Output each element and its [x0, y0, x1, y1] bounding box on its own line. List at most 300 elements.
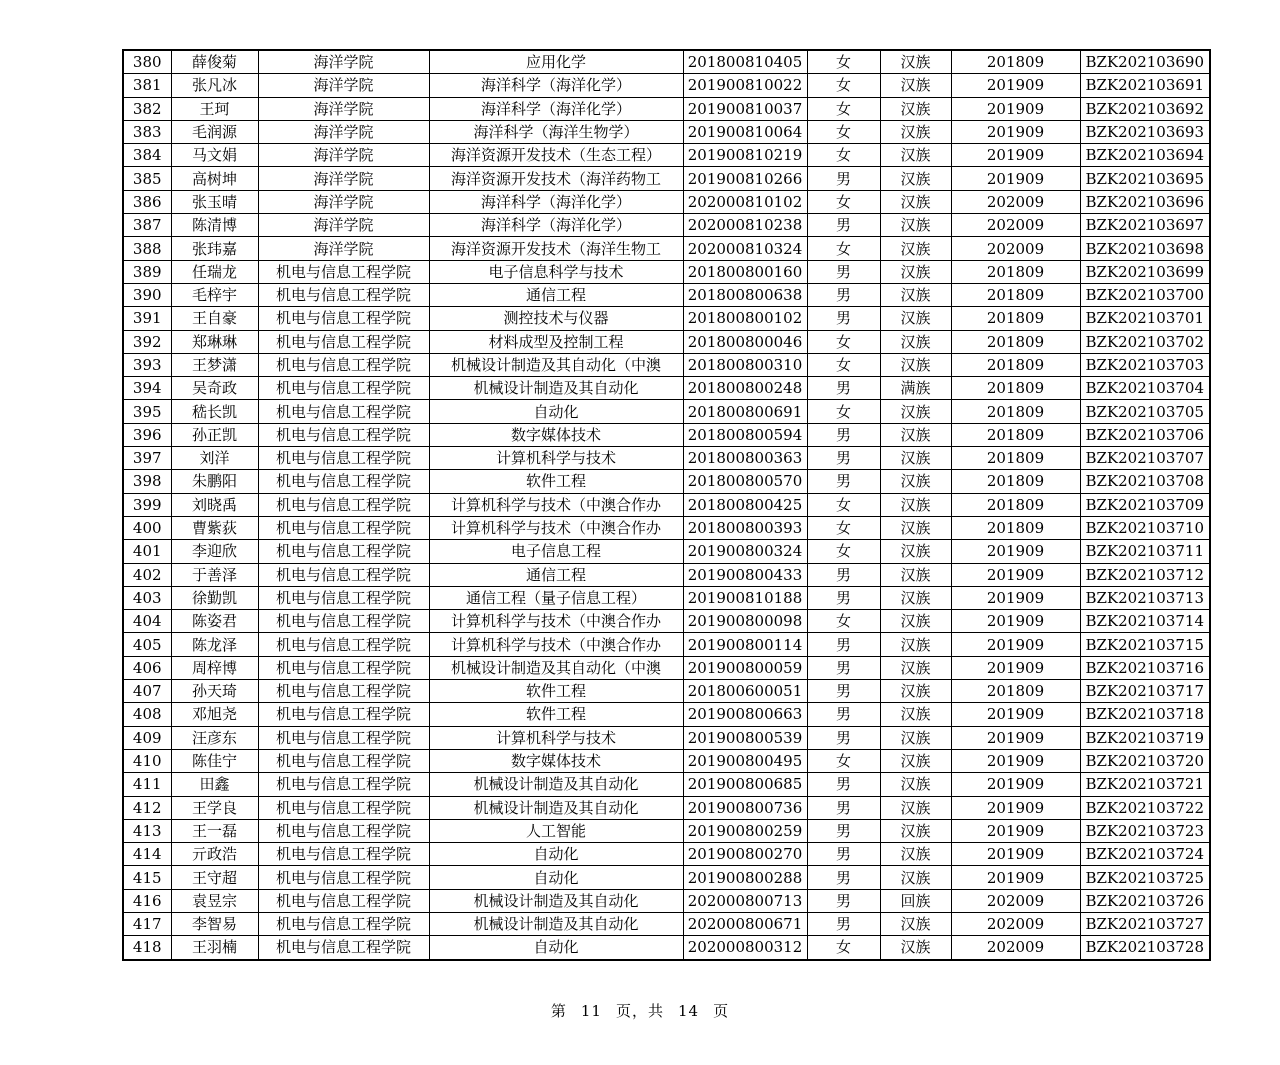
- row-number-cell: 405: [123, 633, 171, 656]
- student-id-cell: 201900800288: [683, 866, 807, 889]
- gender-cell: 女: [807, 493, 880, 516]
- row-number-cell: 380: [123, 50, 171, 74]
- enrollment-date-cell: 201909: [951, 843, 1080, 866]
- certificate-code-cell: BZK202103697: [1080, 214, 1210, 237]
- college-cell: 机电与信息工程学院: [258, 330, 429, 353]
- student-id-cell: 201900810266: [683, 167, 807, 190]
- student-name-cell: 王珂: [171, 97, 258, 120]
- certificate-code-cell: BZK202103696: [1080, 190, 1210, 213]
- enrollment-date-cell: 202009: [951, 237, 1080, 260]
- major-cell: 机械设计制造及其自动化（中澳: [429, 353, 683, 376]
- major-cell: 软件工程: [429, 703, 683, 726]
- gender-cell: 男: [807, 633, 880, 656]
- student-name-cell: 王守超: [171, 866, 258, 889]
- row-number-cell: 391: [123, 307, 171, 330]
- ethnicity-cell: 汉族: [880, 633, 951, 656]
- gender-cell: 女: [807, 936, 880, 960]
- major-cell: 自动化: [429, 936, 683, 960]
- student-id-cell: 201900800736: [683, 796, 807, 819]
- certificate-code-cell: BZK202103707: [1080, 447, 1210, 470]
- ethnicity-cell: 汉族: [880, 400, 951, 423]
- row-number-cell: 403: [123, 586, 171, 609]
- ethnicity-cell: 汉族: [880, 610, 951, 633]
- enrollment-date-cell: 201909: [951, 563, 1080, 586]
- enrollment-date-cell: 201809: [951, 330, 1080, 353]
- certificate-code-cell: BZK202103694: [1080, 144, 1210, 167]
- college-cell: 海洋学院: [258, 74, 429, 97]
- student-name-cell: 朱鹏阳: [171, 470, 258, 493]
- certificate-code-cell: BZK202103710: [1080, 516, 1210, 539]
- table-row: [123, 633, 1210, 656]
- student-name-cell: 亓政浩: [171, 843, 258, 866]
- row-number-cell: 414: [123, 843, 171, 866]
- table-row: [123, 50, 1210, 74]
- college-cell: 海洋学院: [258, 97, 429, 120]
- table-row: [123, 726, 1210, 749]
- student-id-cell: 201800810405: [683, 50, 807, 74]
- student-id-cell: 201800800310: [683, 353, 807, 376]
- major-cell: 电子信息工程: [429, 540, 683, 563]
- college-cell: 机电与信息工程学院: [258, 516, 429, 539]
- enrollment-date-cell: 202009: [951, 190, 1080, 213]
- table-row: [123, 423, 1210, 446]
- student-id-cell: 201900810219: [683, 144, 807, 167]
- major-cell: 自动化: [429, 400, 683, 423]
- major-cell: 海洋科学（海洋化学）: [429, 74, 683, 97]
- student-id-cell: 201800800691: [683, 400, 807, 423]
- major-cell: 软件工程: [429, 680, 683, 703]
- college-cell: 机电与信息工程学院: [258, 493, 429, 516]
- college-cell: 机电与信息工程学院: [258, 796, 429, 819]
- college-cell: 机电与信息工程学院: [258, 377, 429, 400]
- certificate-code-cell: BZK202103704: [1080, 377, 1210, 400]
- student-name-cell: 王一磊: [171, 819, 258, 842]
- student-id-cell: 201800800393: [683, 516, 807, 539]
- gender-cell: 女: [807, 516, 880, 539]
- enrollment-date-cell: 201909: [951, 610, 1080, 633]
- student-name-cell: 张凡冰: [171, 74, 258, 97]
- college-cell: 海洋学院: [258, 120, 429, 143]
- row-number-cell: 418: [123, 936, 171, 960]
- student-name-cell: 陈清博: [171, 214, 258, 237]
- student-id-cell: 201900800259: [683, 819, 807, 842]
- ethnicity-cell: 汉族: [880, 493, 951, 516]
- enrollment-date-cell: 201909: [951, 586, 1080, 609]
- student-id-cell: 202000800713: [683, 889, 807, 912]
- major-cell: 计算机科学与技术（中澳合作办: [429, 610, 683, 633]
- ethnicity-cell: 汉族: [880, 726, 951, 749]
- student-name-cell: 毛梓宇: [171, 283, 258, 306]
- certificate-code-cell: BZK202103695: [1080, 167, 1210, 190]
- row-number-cell: 406: [123, 656, 171, 679]
- ethnicity-cell: 汉族: [880, 283, 951, 306]
- table-row: [123, 353, 1210, 376]
- major-cell: 通信工程（量子信息工程）: [429, 586, 683, 609]
- gender-cell: 女: [807, 540, 880, 563]
- enrollment-date-cell: 201909: [951, 656, 1080, 679]
- student-id-cell: 202000810102: [683, 190, 807, 213]
- row-number-cell: 393: [123, 353, 171, 376]
- certificate-code-cell: BZK202103692: [1080, 97, 1210, 120]
- enrollment-date-cell: 202009: [951, 912, 1080, 935]
- major-cell: 软件工程: [429, 470, 683, 493]
- row-number-cell: 412: [123, 796, 171, 819]
- certificate-code-cell: BZK202103698: [1080, 237, 1210, 260]
- enrollment-date-cell: 202009: [951, 936, 1080, 960]
- ethnicity-cell: 满族: [880, 377, 951, 400]
- major-cell: 机械设计制造及其自动化: [429, 796, 683, 819]
- college-cell: 机电与信息工程学院: [258, 610, 429, 633]
- student-name-cell: 王羽楠: [171, 936, 258, 960]
- ethnicity-cell: 汉族: [880, 353, 951, 376]
- student-id-cell: 201900810022: [683, 74, 807, 97]
- ethnicity-cell: 汉族: [880, 330, 951, 353]
- row-number-cell: 409: [123, 726, 171, 749]
- table-row: [123, 283, 1210, 306]
- enrollment-date-cell: 201909: [951, 74, 1080, 97]
- enrollment-date-cell: 201809: [951, 493, 1080, 516]
- major-cell: 应用化学: [429, 50, 683, 74]
- major-cell: 数字媒体技术: [429, 423, 683, 446]
- college-cell: 海洋学院: [258, 50, 429, 74]
- student-id-cell: 201800600051: [683, 680, 807, 703]
- college-cell: 机电与信息工程学院: [258, 843, 429, 866]
- college-cell: 机电与信息工程学院: [258, 656, 429, 679]
- certificate-code-cell: BZK202103723: [1080, 819, 1210, 842]
- student-name-cell: 王梦潇: [171, 353, 258, 376]
- ethnicity-cell: 汉族: [880, 843, 951, 866]
- row-number-cell: 416: [123, 889, 171, 912]
- table-row: [123, 330, 1210, 353]
- ethnicity-cell: 汉族: [880, 120, 951, 143]
- college-cell: 机电与信息工程学院: [258, 586, 429, 609]
- certificate-code-cell: BZK202103728: [1080, 936, 1210, 960]
- certificate-code-cell: BZK202103722: [1080, 796, 1210, 819]
- student-name-cell: 汪彦东: [171, 726, 258, 749]
- row-number-cell: 395: [123, 400, 171, 423]
- ethnicity-cell: 汉族: [880, 749, 951, 772]
- student-name-cell: 嵇长凯: [171, 400, 258, 423]
- student-name-cell: 高树坤: [171, 167, 258, 190]
- ethnicity-cell: 汉族: [880, 190, 951, 213]
- table-row: [123, 493, 1210, 516]
- row-number-cell: 402: [123, 563, 171, 586]
- certificate-code-cell: BZK202103725: [1080, 866, 1210, 889]
- certificate-code-cell: BZK202103702: [1080, 330, 1210, 353]
- ethnicity-cell: 汉族: [880, 819, 951, 842]
- major-cell: 计算机科学与技术（中澳合作办: [429, 633, 683, 656]
- student-id-cell: 202000800312: [683, 936, 807, 960]
- certificate-code-cell: BZK202103712: [1080, 563, 1210, 586]
- student-name-cell: 张玮嘉: [171, 237, 258, 260]
- major-cell: 电子信息科学与技术: [429, 260, 683, 283]
- enrollment-date-cell: 201809: [951, 447, 1080, 470]
- major-cell: 机械设计制造及其自动化: [429, 377, 683, 400]
- student-id-cell: 201900810037: [683, 97, 807, 120]
- college-cell: 机电与信息工程学院: [258, 889, 429, 912]
- enrollment-date-cell: 201909: [951, 703, 1080, 726]
- table-row: [123, 563, 1210, 586]
- enrollment-date-cell: 202009: [951, 214, 1080, 237]
- college-cell: 机电与信息工程学院: [258, 703, 429, 726]
- row-number-cell: 415: [123, 866, 171, 889]
- student-id-cell: 201800800248: [683, 377, 807, 400]
- college-cell: 机电与信息工程学院: [258, 819, 429, 842]
- table-row: [123, 400, 1210, 423]
- major-cell: 通信工程: [429, 563, 683, 586]
- row-number-cell: 413: [123, 819, 171, 842]
- table-row: [123, 470, 1210, 493]
- major-cell: 自动化: [429, 843, 683, 866]
- enrollment-date-cell: 201909: [951, 819, 1080, 842]
- footer-prefix: 第: [550, 1002, 567, 1020]
- row-number-cell: 390: [123, 283, 171, 306]
- major-cell: 计算机科学与技术: [429, 447, 683, 470]
- table-row: [123, 866, 1210, 889]
- row-number-cell: 386: [123, 190, 171, 213]
- gender-cell: 男: [807, 819, 880, 842]
- enrollment-date-cell: 201909: [951, 796, 1080, 819]
- student-id-cell: 201900800324: [683, 540, 807, 563]
- certificate-code-cell: BZK202103711: [1080, 540, 1210, 563]
- student-name-cell: 王自豪: [171, 307, 258, 330]
- certificate-code-cell: BZK202103719: [1080, 726, 1210, 749]
- enrollment-date-cell: 201909: [951, 749, 1080, 772]
- ethnicity-cell: 汉族: [880, 167, 951, 190]
- student-name-cell: 孙天琦: [171, 680, 258, 703]
- certificate-code-cell: BZK202103691: [1080, 74, 1210, 97]
- row-number-cell: 384: [123, 144, 171, 167]
- certificate-code-cell: BZK202103706: [1080, 423, 1210, 446]
- row-number-cell: 400: [123, 516, 171, 539]
- table-row: [123, 120, 1210, 143]
- student-name-cell: 周梓博: [171, 656, 258, 679]
- gender-cell: 女: [807, 610, 880, 633]
- gender-cell: 女: [807, 749, 880, 772]
- student-id-cell: 201800800363: [683, 447, 807, 470]
- table-row: [123, 889, 1210, 912]
- row-number-cell: 397: [123, 447, 171, 470]
- gender-cell: 男: [807, 889, 880, 912]
- footer-total-pages: 14: [678, 1002, 700, 1020]
- student-name-cell: 袁昱宗: [171, 889, 258, 912]
- enrollment-date-cell: 201809: [951, 377, 1080, 400]
- gender-cell: 女: [807, 237, 880, 260]
- gender-cell: 女: [807, 50, 880, 74]
- student-id-cell: 201800800425: [683, 493, 807, 516]
- certificate-code-cell: BZK202103705: [1080, 400, 1210, 423]
- gender-cell: 男: [807, 866, 880, 889]
- gender-cell: 男: [807, 796, 880, 819]
- table-row: [123, 237, 1210, 260]
- major-cell: 计算机科学与技术: [429, 726, 683, 749]
- enrollment-date-cell: 201809: [951, 516, 1080, 539]
- ethnicity-cell: 汉族: [880, 936, 951, 960]
- enrollment-date-cell: 201809: [951, 283, 1080, 306]
- certificate-code-cell: BZK202103720: [1080, 749, 1210, 772]
- student-id-cell: 202000810238: [683, 214, 807, 237]
- student-name-cell: 李迎欣: [171, 540, 258, 563]
- college-cell: 海洋学院: [258, 167, 429, 190]
- enrollment-date-cell: 201809: [951, 260, 1080, 283]
- table-row: [123, 680, 1210, 703]
- gender-cell: 女: [807, 330, 880, 353]
- ethnicity-cell: 汉族: [880, 260, 951, 283]
- student-name-cell: 王学良: [171, 796, 258, 819]
- table-row: [123, 447, 1210, 470]
- major-cell: 海洋资源开发技术（海洋生物工: [429, 237, 683, 260]
- gender-cell: 男: [807, 563, 880, 586]
- gender-cell: 女: [807, 97, 880, 120]
- student-id-cell: 201800800594: [683, 423, 807, 446]
- certificate-code-cell: BZK202103718: [1080, 703, 1210, 726]
- enrollment-date-cell: 201809: [951, 680, 1080, 703]
- table-row: [123, 190, 1210, 213]
- major-cell: 数字媒体技术: [429, 749, 683, 772]
- student-id-cell: 201800800160: [683, 260, 807, 283]
- college-cell: 机电与信息工程学院: [258, 912, 429, 935]
- enrollment-date-cell: 201909: [951, 120, 1080, 143]
- student-name-cell: 刘晓禹: [171, 493, 258, 516]
- certificate-code-cell: BZK202103703: [1080, 353, 1210, 376]
- gender-cell: 男: [807, 377, 880, 400]
- table-row: [123, 97, 1210, 120]
- gender-cell: 男: [807, 656, 880, 679]
- row-number-cell: 382: [123, 97, 171, 120]
- row-number-cell: 407: [123, 680, 171, 703]
- gender-cell: 男: [807, 703, 880, 726]
- student-id-cell: 201800800102: [683, 307, 807, 330]
- student-id-cell: 201800800570: [683, 470, 807, 493]
- ethnicity-cell: 汉族: [880, 912, 951, 935]
- gender-cell: 男: [807, 167, 880, 190]
- enrollment-date-cell: 202009: [951, 889, 1080, 912]
- student-id-cell: 201900800059: [683, 656, 807, 679]
- student-id-cell: 202000800671: [683, 912, 807, 935]
- enrollment-date-cell: 201809: [951, 470, 1080, 493]
- table-row: [123, 307, 1210, 330]
- table-row: [123, 843, 1210, 866]
- college-cell: 机电与信息工程学院: [258, 353, 429, 376]
- major-cell: 计算机科学与技术（中澳合作办: [429, 493, 683, 516]
- ethnicity-cell: 汉族: [880, 866, 951, 889]
- ethnicity-cell: 汉族: [880, 307, 951, 330]
- ethnicity-cell: 汉族: [880, 214, 951, 237]
- student-name-cell: 曹紫荻: [171, 516, 258, 539]
- row-number-cell: 410: [123, 749, 171, 772]
- major-cell: 机械设计制造及其自动化: [429, 773, 683, 796]
- certificate-code-cell: BZK202103721: [1080, 773, 1210, 796]
- student-name-cell: 陈佳宁: [171, 749, 258, 772]
- enrollment-date-cell: 201909: [951, 540, 1080, 563]
- college-cell: 机电与信息工程学院: [258, 936, 429, 960]
- page-footer: [0, 1000, 1280, 1021]
- certificate-code-cell: BZK202103727: [1080, 912, 1210, 935]
- table-row: [123, 796, 1210, 819]
- table-row: [123, 749, 1210, 772]
- ethnicity-cell: 汉族: [880, 796, 951, 819]
- major-cell: 自动化: [429, 866, 683, 889]
- table-row: [123, 703, 1210, 726]
- college-cell: 机电与信息工程学院: [258, 423, 429, 446]
- student-name-cell: 田鑫: [171, 773, 258, 796]
- student-name-cell: 于善泽: [171, 563, 258, 586]
- enrollment-date-cell: 201909: [951, 167, 1080, 190]
- gender-cell: 男: [807, 307, 880, 330]
- gender-cell: 男: [807, 447, 880, 470]
- student-id-cell: 201900800433: [683, 563, 807, 586]
- student-name-cell: 薛俊菊: [171, 50, 258, 74]
- major-cell: 海洋资源开发技术（生态工程）: [429, 144, 683, 167]
- student-id-cell: 201900800270: [683, 843, 807, 866]
- ethnicity-cell: 汉族: [880, 74, 951, 97]
- row-number-cell: 401: [123, 540, 171, 563]
- student-id-cell: 201900810188: [683, 586, 807, 609]
- table-row: [123, 540, 1210, 563]
- college-cell: 机电与信息工程学院: [258, 726, 429, 749]
- gender-cell: 男: [807, 214, 880, 237]
- student-id-cell: 201900800098: [683, 610, 807, 633]
- college-cell: 机电与信息工程学院: [258, 540, 429, 563]
- certificate-code-cell: BZK202103693: [1080, 120, 1210, 143]
- major-cell: 材料成型及控制工程: [429, 330, 683, 353]
- student-name-cell: 刘洋: [171, 447, 258, 470]
- college-cell: 海洋学院: [258, 144, 429, 167]
- row-number-cell: 381: [123, 74, 171, 97]
- ethnicity-cell: 汉族: [880, 586, 951, 609]
- ethnicity-cell: 汉族: [880, 703, 951, 726]
- ethnicity-cell: 汉族: [880, 423, 951, 446]
- college-cell: 海洋学院: [258, 214, 429, 237]
- table-row: [123, 377, 1210, 400]
- table-row: [123, 516, 1210, 539]
- student-id-cell: 202000810324: [683, 237, 807, 260]
- college-cell: 机电与信息工程学院: [258, 447, 429, 470]
- major-cell: 人工智能: [429, 819, 683, 842]
- college-cell: 海洋学院: [258, 237, 429, 260]
- certificate-code-cell: BZK202103709: [1080, 493, 1210, 516]
- enrollment-date-cell: 201809: [951, 353, 1080, 376]
- major-cell: 计算机科学与技术（中澳合作办: [429, 516, 683, 539]
- gender-cell: 男: [807, 423, 880, 446]
- enrollment-date-cell: 201909: [951, 633, 1080, 656]
- certificate-code-cell: BZK202103713: [1080, 586, 1210, 609]
- student-name-cell: 李智易: [171, 912, 258, 935]
- major-cell: 机械设计制造及其自动化: [429, 912, 683, 935]
- student-name-cell: 毛润源: [171, 120, 258, 143]
- row-number-cell: 399: [123, 493, 171, 516]
- row-number-cell: 398: [123, 470, 171, 493]
- row-number-cell: 385: [123, 167, 171, 190]
- gender-cell: 男: [807, 283, 880, 306]
- ethnicity-cell: 汉族: [880, 773, 951, 796]
- college-cell: 机电与信息工程学院: [258, 773, 429, 796]
- enrollment-date-cell: 201809: [951, 307, 1080, 330]
- row-number-cell: 411: [123, 773, 171, 796]
- student-name-cell: 吴奇政: [171, 377, 258, 400]
- enrollment-date-cell: 201909: [951, 726, 1080, 749]
- table-row: [123, 819, 1210, 842]
- table-row: [123, 656, 1210, 679]
- ethnicity-cell: 汉族: [880, 563, 951, 586]
- college-cell: 机电与信息工程学院: [258, 307, 429, 330]
- row-number-cell: 404: [123, 610, 171, 633]
- enrollment-date-cell: 201909: [951, 97, 1080, 120]
- student-name-cell: 孙正凯: [171, 423, 258, 446]
- student-name-cell: 张玉晴: [171, 190, 258, 213]
- college-cell: 机电与信息工程学院: [258, 563, 429, 586]
- college-cell: 海洋学院: [258, 190, 429, 213]
